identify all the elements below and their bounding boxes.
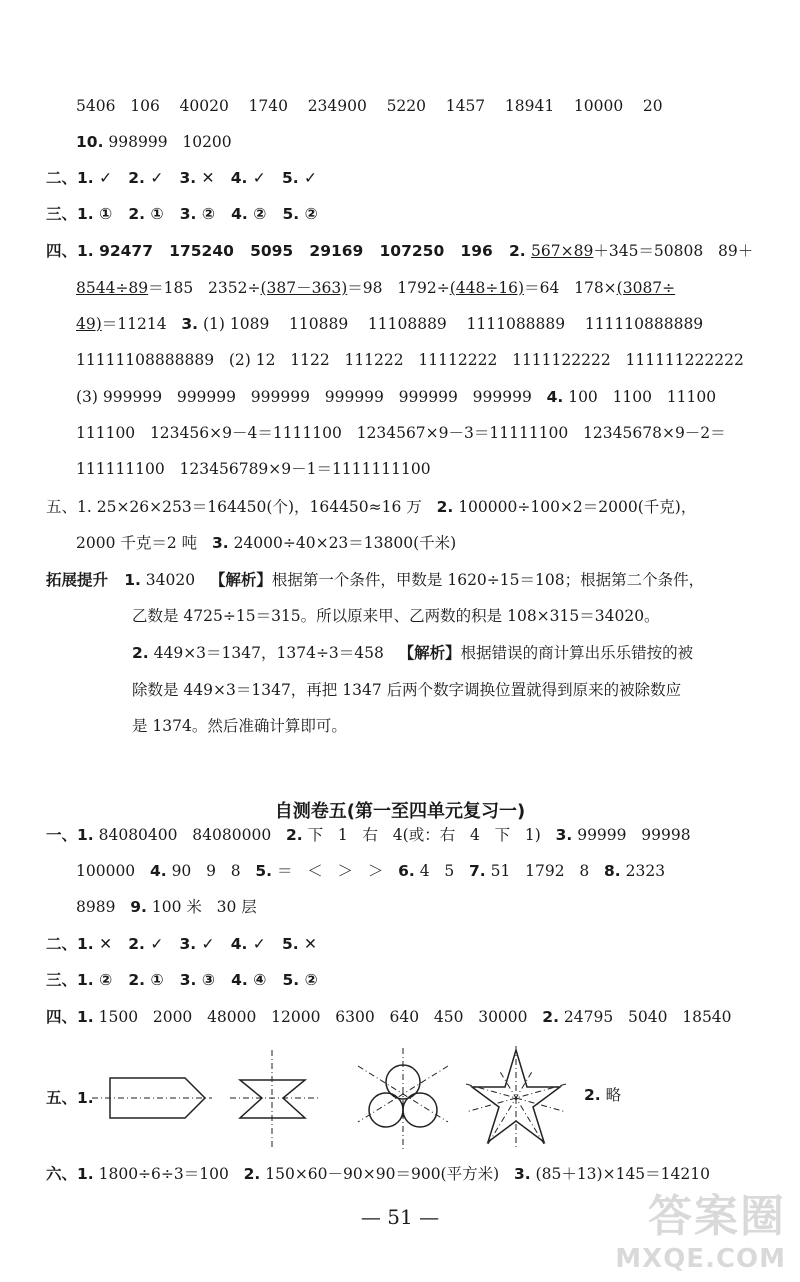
answer-line: 三、1. ① 2. ① 3. ② 4. ② 5. ② (46, 205, 318, 223)
symmetry-figures (0, 1040, 800, 1160)
page-number: — 51 — (360, 1205, 440, 1229)
answer-line: (3) 999999 999999 999999 999999 999999 999999 4. 100 1100 11100 (76, 388, 717, 406)
answer-line: 二、1. ✕ 2. ✓ 3. ✓ 4. ✓ 5. ✕ (46, 935, 318, 953)
answer-line: 一、1. 84080400 84080000 2. 下 1 右 4(或：右 4 下 1) 3. 99999 99998 (46, 826, 691, 844)
answer-line: 2000 千克＝2 吨 3. 24000÷40×23＝13800(千米) (76, 534, 457, 552)
answer-line: 五、1. 25×26×253＝164450(个)，164450≈16 万 2. 100000÷100×2＝2000(千克)， (46, 498, 697, 516)
answer-line: 5406 106 40020 1740 234900 5220 1457 18941 10000 20 (76, 97, 663, 115)
answer-line: 四、1. 1500 2000 48000 12000 6300 640 450 30000 2. 24795 5040 18540 (46, 1008, 732, 1026)
answer-line: 11111108888889 (2) 12 1122 111222 11112222 1111122222 111111222222 (76, 351, 744, 369)
answer-line: 2. 449×3＝1347，1374÷3＝458 【解析】根据错误的商计算出乐乐错按的被 (132, 644, 694, 662)
answer-line: 8544÷89＝185 2352÷(387－363)＝98 1792÷(448÷16)＝64 178×(3087÷ (76, 279, 676, 297)
hourglass-figure (230, 1050, 318, 1148)
watermark (615, 1180, 786, 1274)
answer-line: 二、1. ✓ 2. ✓ 3. ✕ 4. ✓ 5. ✓ (46, 169, 318, 187)
answer-line: 8989 9. 100 米 30 层 (76, 898, 257, 916)
watermark-text: 答案圈 (648, 1191, 786, 1242)
three-circles-figure (358, 1048, 448, 1150)
answer-line: 六、1. 1800÷6÷3＝100 2. 150×60－90×90＝900(平方米) 3. (85＋13)×145＝14210 (46, 1165, 710, 1183)
answer-line: 四、1. 92477 175240 5095 29169 107250 196 2. 567×89＋345＝50808 89＋ (46, 242, 754, 260)
answer-line: 111111100 123456789×9－1＝1111111100 (76, 460, 431, 478)
answer-line: 100000 4. 90 9 8 5. ＝ ＜ ＞ ＞ 6. 4 5 7. 51 1792 8 8. 2323 (76, 862, 666, 880)
star-figure (466, 1046, 566, 1150)
answer-line: 是 1374。然后准确计算即可。 (132, 717, 347, 735)
answer-line: 五、1. (46, 1089, 94, 1107)
answer-line: 拓展提升 1. 34020 【解析】根据第一个条件，甲数是 1620÷15＝108；根据第二个条件， (46, 571, 705, 589)
answer-line: 乙数是 4725÷15＝315。所以原来甲、乙两数的积是 108×315＝34020。 (132, 607, 660, 625)
answer-line: 2. 略 (584, 1086, 622, 1104)
answer-line: 111100 123456×9－4＝1111100 1234567×9－3＝11111100 12345678×9－2＝ (76, 424, 726, 442)
answer-line: 10. 998999 10200 (76, 133, 232, 151)
pentagon-figure (92, 1078, 212, 1118)
answer-line: 49)＝11214 3. (1) 1089 110889 11108889 1111088889 111110888889 (76, 315, 704, 333)
watermark-url: MXQE.COM (615, 1244, 786, 1274)
section-title: 自测卷五(第一至四单元复习一) (274, 801, 526, 822)
answer-line: 除数是 449×3＝1347，再把 1347 后两个数字调换位置就得到原来的被除数应 (132, 681, 682, 699)
answer-line: 三、1. ② 2. ① 3. ③ 4. ④ 5. ② (46, 971, 318, 989)
